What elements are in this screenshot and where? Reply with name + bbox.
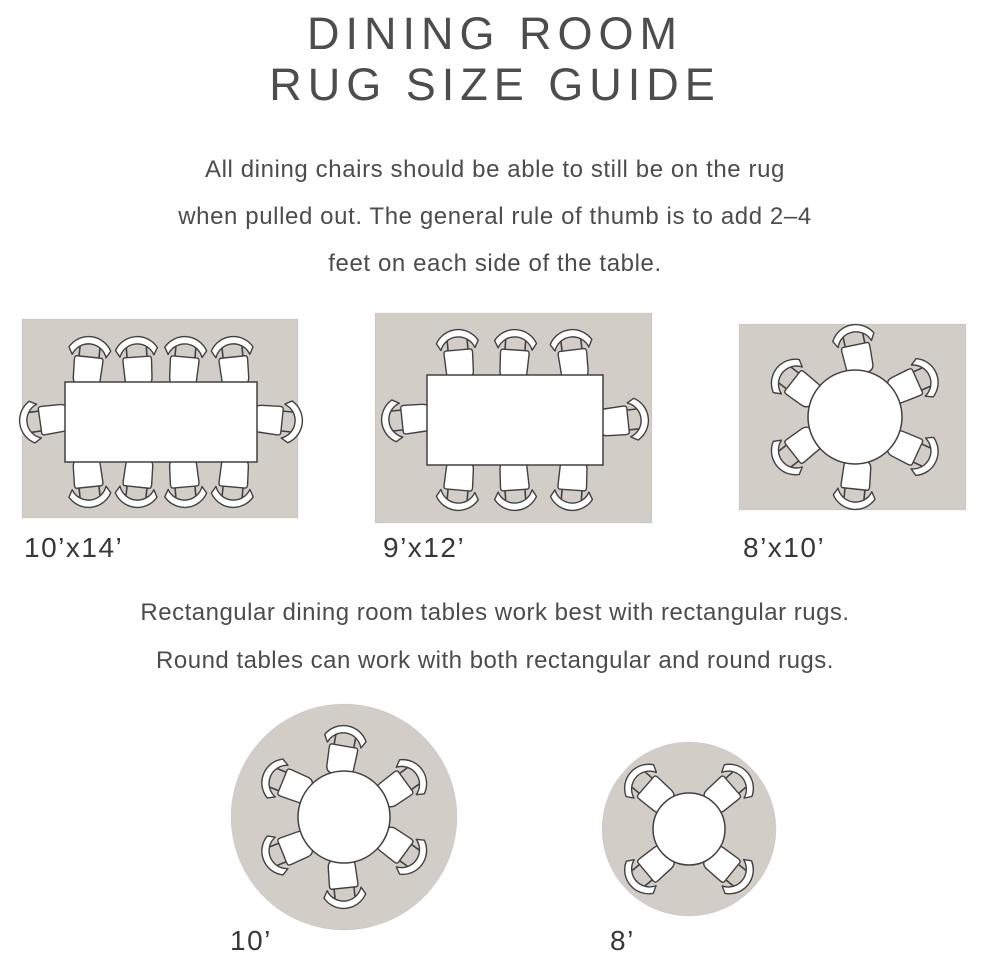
size-label-8-round: 8’ (610, 925, 635, 956)
dining-table-round (298, 771, 390, 863)
diagram-rug-8-round (598, 738, 780, 920)
dining-table-rectangular (427, 375, 603, 465)
page-title (0, 8, 990, 110)
diagram-rug-10x14 (10, 308, 312, 526)
size-label-8x10: 8’x10’ (743, 532, 826, 563)
title-line-1: DINING ROOM (307, 8, 683, 59)
intro-line: when pulled out. The general rule of thumb is to add 2–4 (178, 203, 812, 230)
note-text (0, 589, 990, 685)
size-label-10x14: 10’x14’ (24, 532, 124, 563)
dining-table-round (653, 793, 725, 865)
diagram-rug-9x12 (363, 305, 665, 531)
intro-line: All dining chairs should be able to still be on the rug (204, 156, 785, 183)
diagram-rug-8x10 (727, 312, 979, 522)
dining-table-rectangular (65, 382, 257, 462)
diagram-rug-10-round (222, 695, 467, 940)
dining-table-round (808, 370, 902, 464)
note-line: Round tables can work with both rectangular and round rugs. (156, 647, 834, 674)
size-label-10-round: 10’ (230, 925, 272, 956)
note-line: Rectangular dining room tables work best with rectangular rugs. (140, 599, 850, 626)
title-line-2: RUG SIZE GUIDE (269, 59, 721, 110)
intro-text (0, 146, 990, 287)
intro-line: feet on each side of the table. (328, 250, 662, 277)
size-label-9x12: 9’x12’ (383, 532, 466, 563)
